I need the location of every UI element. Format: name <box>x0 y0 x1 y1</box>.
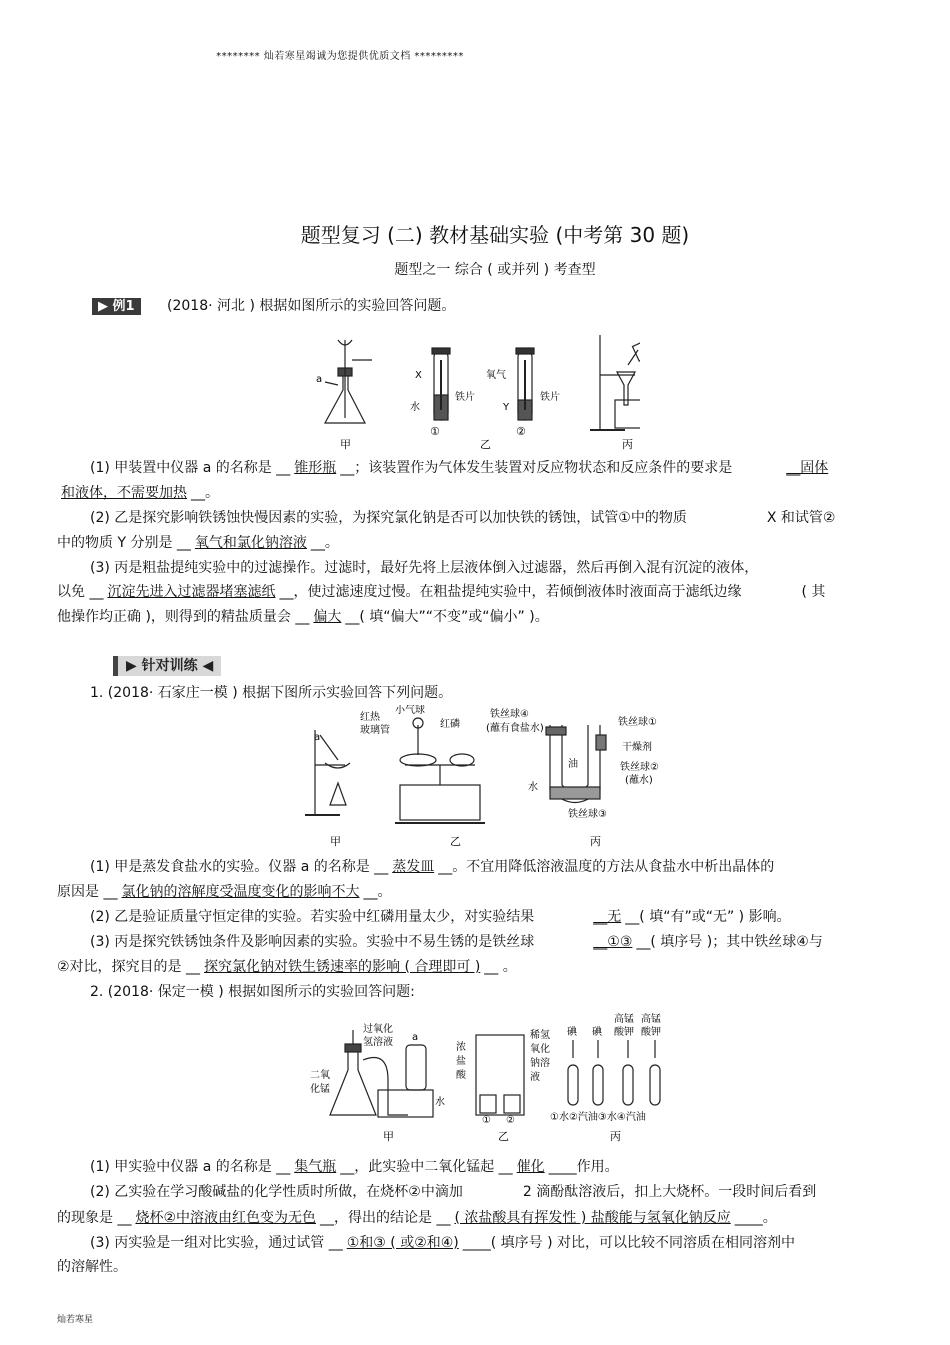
answer: __固体 <box>786 460 829 476</box>
tube-label-iron2: 铁片 <box>540 392 560 403</box>
p2-fig-bing: 丙 <box>610 1130 621 1143</box>
p2-label-b2: ② <box>506 1115 515 1126</box>
p1-label-a: a <box>314 732 321 743</box>
flask-label-a: a <box>316 374 323 385</box>
example-q3-line2: 以免 __ 沉淀先进入过滤器堵塞滤纸 __，使过滤速度过慢。在粗盐提纯实验中，若倾倒液体时液面高于滤纸边缘 ( 其 <box>57 584 826 600</box>
training-heading <box>113 656 950 676</box>
example-heading <box>92 296 932 317</box>
balance-apparatus <box>395 718 485 823</box>
p2-label-hclb: 盐 <box>456 1056 466 1067</box>
page-subtitle: 题型之一 综合 ( 或并列 ) 考查型 <box>394 262 596 278</box>
answer: ①和③ ( 或②和④) <box>346 1235 459 1251</box>
fig-label-yi: 乙 <box>480 438 491 451</box>
tube-label-oxygen: 氧气 <box>486 370 506 381</box>
p2-label-kmno4b-1: 酸钾 <box>614 1027 634 1038</box>
p2-label-iodine2: 碘 <box>592 1027 602 1038</box>
p1-label-phos: 红磷 <box>440 719 460 730</box>
p1-label-iron1: 铁丝球① <box>618 717 657 728</box>
example-intro: (2018· 河北 ) 根据如图所示的实验回答问题。 <box>167 298 456 314</box>
answer: 沉淀先进入过滤器堵塞滤纸 <box>107 584 276 600</box>
page-footer: 灿若寒星 <box>57 1315 94 1325</box>
beaker-apparatus <box>476 1035 524 1115</box>
p1-label-dry: 干燥剂 <box>622 742 652 753</box>
p2-label-kmno4a-2: 高锰 <box>641 1014 661 1025</box>
tube-label-y: Y <box>503 402 510 413</box>
p1-q1-line1: (1) 甲是蒸发食盐水的实验。仪器 a 的名称是 __ 蒸发皿 __。不宜用降低溶液温度的方法从食盐水中析出晶体的 <box>90 859 775 875</box>
p2-label-kmno4a-1: 高锰 <box>614 1014 634 1025</box>
answer: 偏大 <box>313 609 342 625</box>
p1-fig-yi: 乙 <box>450 835 461 848</box>
p2-label-a: a <box>412 1032 419 1043</box>
p2-intro: 2. (2018· 保定一模 ) 根据如图所示的实验回答问题: <box>90 984 415 1000</box>
example-figure <box>310 330 640 455</box>
p1-label-glass: 红热 <box>360 712 380 723</box>
tube-number-1: ① <box>430 425 440 438</box>
p2-q3-line2: 的溶解性。 <box>57 1259 127 1275</box>
p2-figure <box>308 1010 678 1150</box>
answer: 锥形瓶 <box>294 460 337 476</box>
p2-q2-line2: 的现象是 __ 烧杯②中溶液由红色变为无色 __，得出的结论是 __ ( 浓盐酸具有挥发性 ) 盐酸能与氢氧化钠反应 ____。 <box>57 1210 777 1226</box>
answer: 氯化钠的溶解度受温度变化的影响不大 <box>121 884 360 900</box>
example-q2-line1: (2) 乙是探究影响铁锈蚀快慢因素的实验，为探究氯化钠是否可以加快铁的锈蚀，试管①中的物质 X 和试管② <box>90 510 836 526</box>
tube-label-water: 水 <box>410 402 420 413</box>
p2-label-tubes: ①水②汽油③水④汽油 <box>550 1112 646 1123</box>
tube-number-2: ② <box>516 425 526 438</box>
p1-intro: 1. (2018· 石家庄一模 ) 根据下图所示实验回答下列问题。 <box>90 685 453 701</box>
p1-fig-bing: 丙 <box>590 835 601 848</box>
fig-label-bing: 丙 <box>622 438 633 451</box>
p2-label-mno2a: 二氧 <box>310 1070 330 1081</box>
answer: 氧气和氯化钠溶液 <box>194 535 307 551</box>
p1-q3-line2: ②对比，探究目的是 __ 探究氯化钠对铁生锈速率的影响 ( 合理即可 ) __ 。 <box>57 959 517 975</box>
p2-label-h2o2a: 过氧化 <box>363 1024 393 1035</box>
p2-label-naoha: 稀氢 <box>530 1030 550 1041</box>
training-tag: ▶ 针对训练 ◀ <box>113 656 221 676</box>
p2-label-iodine1: 碘 <box>567 1027 577 1038</box>
p2-fig-jia: 甲 <box>383 1130 394 1143</box>
p1-q3-line1: (3) 丙是探究铁锈蚀条件及影响因素的实验。实验中不易生锈的是铁丝球 __①③ __( 填序号 )；其中铁丝球④与 <box>90 934 823 950</box>
example-q2-line2: 中的物质 Y 分别是 __ 氧气和氯化钠溶液 __。 <box>57 535 339 551</box>
p1-q1-line2: 原因是 __ 氯化钠的溶解度受温度变化的影响不大 __。 <box>57 884 392 900</box>
p1-label-iron2: 铁丝球② <box>620 762 659 773</box>
p2-label-hcla: 浓 <box>456 1042 466 1053</box>
answer: 催化 <box>516 1159 545 1175</box>
example-q3-line3: 他操作均正确 )，则得到的精盐质量会 __ 偏大 __( 填“偏大”“不变”或“偏小” )。 <box>57 609 549 625</box>
p2-label-naohd: 液 <box>530 1072 540 1083</box>
p2-label-kmno4b-2: 酸钾 <box>641 1027 661 1038</box>
p1-label-iron4: 铁丝球④ <box>490 709 529 720</box>
p1-label-water: 水 <box>528 782 538 793</box>
answer: 探究氯化钠对铁生锈速率的影响 ( 合理即可 ) <box>204 959 481 975</box>
example-q1-line1: (1) 甲装置中仪器 a 的名称是 __ 锥形瓶 __；该装置作为气体发生装置对反应物状态和反应条件的要求是 __固体 <box>90 458 900 478</box>
answer: ( 浓盐酸具有挥发性 ) 盐酸能与氢氧化钠反应 <box>454 1210 731 1226</box>
dissolution-tubes <box>568 1040 660 1105</box>
answer: __无 <box>593 909 622 925</box>
page-header: ******** 灿若寒星竭诚为您提供优质文档 ********* <box>216 51 464 62</box>
p2-fig-yi: 乙 <box>498 1130 509 1143</box>
test-tubes <box>432 348 534 420</box>
example-q1-line2: 和液体，不需要加热 __。 <box>57 483 897 503</box>
tube-label-iron1: 铁片 <box>455 392 475 403</box>
p2-q1: (1) 甲实验中仪器 a 的名称是 __ 集气瓶 __，此实验中二氧化锰起 __ 催化 ____作用。 <box>90 1159 619 1175</box>
p1-fig-jia: 甲 <box>330 835 341 848</box>
p1-figure <box>300 705 690 855</box>
p1-q2: (2) 乙是验证质量守恒定律的实验。若实验中红磷用量太少，对实验结果 __无 __( 填“有”或“无” ) 影响。 <box>90 909 791 925</box>
p1-label-iron3: 铁丝球③ <box>568 809 607 820</box>
p1-label-oil: 油 <box>568 759 578 770</box>
p2-q2-line1: (2) 乙实验在学习酸碱盐的化学性质时所做，在烧杯②中滴加 2 滴酚酞溶液后，扣上大烧杯。一段时间后看到 <box>90 1184 817 1200</box>
p2-label-b1: ① <box>482 1115 491 1126</box>
filter-apparatus <box>590 335 640 430</box>
page-title: 题型复习 (二) 教材基础实验 (中考第 30 题) <box>300 223 690 247</box>
answer: 蒸发皿 <box>392 859 435 875</box>
p2-label-mno2b: 化锰 <box>310 1084 330 1095</box>
p2-label-naohb: 氧化 <box>530 1044 550 1055</box>
example-q3-line1: (3) 丙是粗盐提纯实验中的过滤操作。过滤时，最好先将上层液体倒入过滤器，然后再倒入混有沉淀的液体， <box>90 560 759 576</box>
evaporation-apparatus <box>305 730 350 815</box>
tube-label-x: X <box>415 370 422 381</box>
p1-label-balloon: 小气球 <box>395 705 425 716</box>
p1-label-iron2b: (蘸水) <box>625 775 653 786</box>
p2-label-hclc: 酸 <box>456 1070 466 1081</box>
answer: 和液体，不需要加热 <box>61 485 187 501</box>
p2-label-water: 水 <box>435 1097 445 1108</box>
p2-label-naohc: 钠溶 <box>530 1058 550 1069</box>
answer: __①③ <box>593 934 633 950</box>
p2-label-h2o2b: 氢溶液 <box>363 1037 393 1048</box>
p2-q3-line1: (3) 丙实验是一组对比实验，通过试管 __ ①和③ ( 或②和④) ____( 填序号 ) 对比，可以比较不同溶质在相同溶剂中 <box>90 1235 796 1251</box>
example-tag: ▶ 例1 <box>92 298 141 315</box>
answer: 烧杯②中溶液由红色变为无色 <box>135 1210 317 1226</box>
p1-label-iron4b: (蘸有食盐水) <box>486 723 544 734</box>
flask-apparatus <box>325 340 372 423</box>
answer: 集气瓶 <box>294 1159 337 1175</box>
fig-label-jia: 甲 <box>340 438 351 451</box>
p1-label-glass2: 玻璃管 <box>360 725 390 736</box>
